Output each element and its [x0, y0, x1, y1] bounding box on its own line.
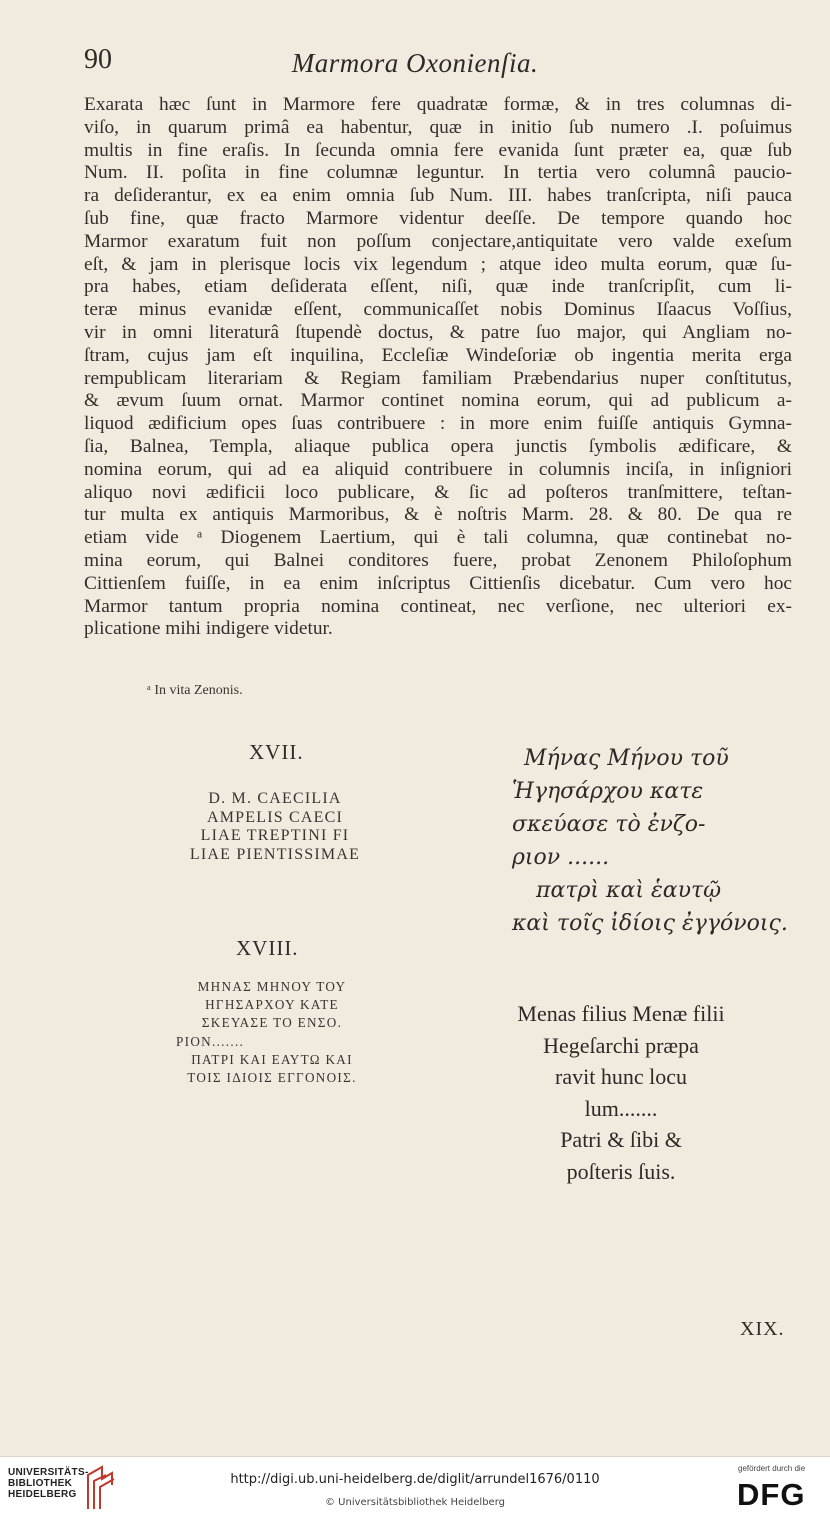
transcription-line: ριον ...... — [512, 845, 610, 870]
catchword: XIX. — [740, 1318, 785, 1340]
inscription-line: ΤΟΙΣ ΙΔΙΟΙΣ ΕΓΓΟΝΟΙΣ. — [187, 1070, 357, 1086]
text-line: ſtram, cujus jam eſt inquilina, Eccleſiæ Windeſoriæ ob ingentia merita erga — [84, 344, 792, 366]
translation-line: Patri & ſibi & — [560, 1127, 682, 1152]
library-name-line: HEIDELBERG — [8, 1489, 77, 1500]
text-line: ſub fine, quæ fracto Marmore videntur deeſſe. De tempore quando hoc — [84, 207, 792, 229]
dfg-logo: DFG — [737, 1477, 806, 1512]
latin-inscription — [150, 790, 400, 864]
text-line: Marmor exaratum fuit non poſſum conjectare,antiquitate vero valde exeſum — [84, 230, 792, 252]
translation-line: Hegeſarchi præpa — [543, 1032, 699, 1058]
translation-line: ravit hunc locu — [555, 1064, 687, 1089]
text-line: tur multa ex antiquis Marmoribus, & è noſtris Marm. 28. & 80. De qua re — [84, 504, 792, 526]
section-number-xviii: XVIII. — [236, 936, 299, 960]
digitization-footer — [0, 1456, 830, 1520]
page-header — [0, 44, 830, 84]
text-line: rempublicam literariam & Regiam familiam Præbendarius nuper conſtitutus, — [84, 367, 792, 389]
text-line: liquod ædificium opes ſuas contribuere : in more enim fuiſſe antiquis Gymna- — [84, 413, 792, 435]
inscription-line: LIAE TREPTINI FI — [200, 827, 350, 845]
inscription-line: LIAE PIENTISSIMAE — [189, 845, 361, 863]
translation-line: poſteris ſuis. — [566, 1158, 676, 1184]
text-line: Marmor tantum propria nomina contineat, nec verſione, nec ulteriori ex- — [84, 595, 792, 617]
inscription-line: ΣΚΕΥΑΣΕ ΤΟ ΕΝΣΟ. — [201, 1015, 343, 1031]
page-number: 90 — [84, 44, 112, 75]
inscription-line: ΗΓΗΣΑΡΧΟΥ ΚΑΤΕ — [205, 997, 339, 1013]
funding-caption: gefördert durch die — [738, 1464, 806, 1473]
text-line: Cittienſem fuiſſe, in ea enim inſcriptus Cittienſis dicebatur. Cum vero hoc — [84, 572, 792, 594]
library-name-line: UNIVERSITÄTS- — [8, 1467, 89, 1478]
inscription-line: ΜΗΝΑΣ ΜΗΝΟΥ ΤΟΥ — [197, 979, 347, 994]
text-line: vir in omni literaturâ ſtupendè doctus, & patre ſuo major, qui Angliam no- — [84, 321, 792, 343]
text-line: ra deſiderantur, ex ea enim omnia ſub Num. III. habes tranſcripta, niſi pauca — [84, 185, 792, 207]
library-name-line: BIBLIOTHEK — [8, 1478, 73, 1489]
transcription-line: Μήνας Μήνου τοῦ — [524, 746, 729, 771]
inscription-line: D. M. CAECILIA — [208, 790, 342, 807]
text-line: pra habes, etiam deſiderata eſſent, niſi, quæ inde tranſcripſit, cum li- — [84, 276, 792, 298]
running-title: Marmora Oxonienſia. — [291, 48, 539, 78]
text-line: nomina eorum, qui ad ea aliquid contribuere in columnis inciſa, in inſigniori — [84, 458, 792, 480]
transcription-line: πατρὶ καὶ ἑαυτῷ — [536, 878, 722, 903]
text-line: Num. II. poſita in fine columnæ leguntur. In tertia vero columnâ paucio- — [84, 162, 792, 184]
transcription-line: σκεύασε τὸ ἐνζο- — [512, 812, 706, 837]
text-line: teræ minus evanidæ eſſent, communicaſſet nobis Dominus Iſaacus Voſſius, — [84, 299, 792, 321]
translation-line: lum....... — [584, 1095, 658, 1121]
transcription-line: Ἡγησάρχου κατε — [512, 779, 704, 804]
greek-transcription — [512, 742, 788, 940]
copyright-notice: © Universitätsbibliothek Heidelberg — [324, 1497, 505, 1508]
text-line: ſia, Balnea, Templa, aliaque publica opera junctis ſymbolis ædificare, & — [84, 435, 792, 457]
text-line: multis in fine eraſis. In ſecunda omnia fere evanida ſunt præter ea, quæ ſub — [84, 139, 792, 161]
inscription-line: ΡΙΟΝ....... — [176, 1033, 245, 1049]
text-line: etiam vide ᵃ Diogenem Laertium, qui è tali columna, quæ continebat no- — [84, 527, 792, 549]
text-line: Exarata hæc ſunt in Marmore fere quadratæ formæ, & in tres columnas di- — [84, 94, 792, 115]
text-line: & ævum ſuum ornat. Marmor continet nomina eorum, qui ad publicum a- — [84, 390, 792, 412]
latin-translation — [486, 998, 756, 1187]
text-line: aliquo novi ædificii loco publicare, & ſic ad poſteros tranſmittere, teſtan- — [84, 481, 792, 503]
permalink-url[interactable]: http://digi.ub.uni-heidelberg.de/diglit/arrundel1676/0110 — [230, 1472, 600, 1487]
transcription-line: καὶ τοῖς ἰδίοις ἐγγόνοις. — [512, 911, 788, 936]
translation-line: Menas filius Menæ filii — [517, 1001, 725, 1026]
text-line: viſo, in quarum primâ ea habentur, quæ in initio ſub numero .I. poſuimus — [84, 116, 792, 138]
footnote: ᵃ In vita Zenonis. — [147, 683, 243, 698]
text-line: eſt, & jam in plerisque locis vix legendum ; atque ideo multa eorum, quæ ſu- — [84, 253, 792, 275]
inscription-line: AMPELIS CAECI — [206, 808, 344, 826]
commentary-paragraph — [84, 94, 792, 641]
greek-inscription — [142, 978, 402, 1087]
section-number-xvii: XVII. — [249, 740, 304, 764]
text-line: mina eorum, qui Balnei conditores fuere, probat Zenonem Philoſophum — [84, 549, 792, 571]
inscription-line: ΠΑΤΡΙ ΚΑΙ ΕΑΥΤΩ ΚΑΙ — [191, 1051, 353, 1067]
text-line: plicatione mihi indigere videtur. — [84, 618, 333, 640]
